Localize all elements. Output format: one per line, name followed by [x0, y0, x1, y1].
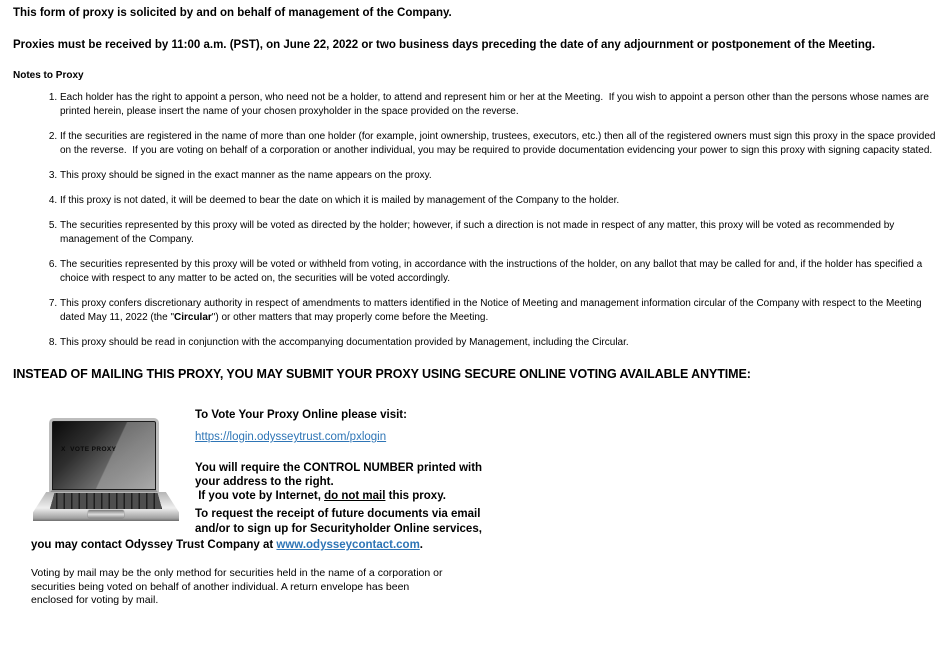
note-item-5: [60, 219, 938, 247]
note-item-7-text-post: ") or other matters that may properly come before the Meeting.: [211, 312, 489, 323]
vote-proxy-screen-label: X VOTE PROXY: [61, 446, 117, 453]
future-documents-line-2: and/or to sign up for Securityholder Online services,: [195, 523, 482, 535]
vote-online-instruction: To Vote Your Proxy Online please visit:: [195, 409, 407, 421]
odyssey-contact-link[interactable]: www.odysseycontact.com: [276, 539, 420, 551]
laptop-base: [33, 492, 179, 521]
online-voting-section: [13, 381, 938, 631]
note-item-1-text: Each holder has the right to appoint a person, who need not be a holder, to attend and represent him or her at the Meeting. If you wish to appoint a person other than the persons whose names are printed herein, please insert the name of your chosen proxyholder in the space provided on the reverse.: [60, 92, 932, 117]
notes-list: [13, 91, 938, 350]
laptop-screen: [49, 418, 159, 493]
online-voting-heading: INSTEAD OF MAILING THIS PROXY, YOU MAY SUBMIT YOUR PROXY USING SECURE ONLINE VOTING AVAILABLE ANYTIME:: [13, 367, 751, 381]
control-number-line-1: You will require the CONTROL NUMBER printed with: [195, 462, 483, 474]
note-item-2-text: If the securities are registered in the name of more than one holder (for example, joint ownership, trustees, executors, etc.) then all of the registered owners must sign this proxy in the space provided on the reverse. If you are voting on behalf of a corporation or another individual, you may be required to provide documentation evidencing your power to sign this proxy with signing capacity stated.: [60, 131, 939, 156]
proxy-deadline-statement: Proxies must be received by 11:00 a.m. (PST), on June 22, 2022 or two business days preceding the date of any adjournment or postponement of the Meeting.: [13, 39, 876, 51]
notes-to-proxy-heading: Notes to Proxy: [13, 70, 84, 81]
note-item-3: [60, 169, 938, 183]
voting-by-mail-line-2: securities being voted on behalf of another individual. A return envelope has been: [31, 580, 410, 593]
note-item-4-text: If this proxy is not dated, it will be deemed to bear the date on which it is mailed by management of the Company to the holder.: [60, 195, 620, 206]
odyssey-contact-pre: you may contact Odyssey Trust Company at: [31, 539, 277, 551]
voting-by-mail-note: [31, 567, 442, 608]
laptop-keyboard: [50, 493, 162, 509]
note-item-1: [60, 91, 938, 119]
note-item-8-text: This proxy should be read in conjunction with the accompanying documentation provided by Management, including the Circular.: [60, 337, 629, 348]
note-item-6: [60, 258, 938, 286]
proxy-login-link[interactable]: https://login.odysseytrust.com/pxlogin: [195, 431, 387, 443]
do-not-mail-pre: If you vote by Internet,: [195, 490, 325, 502]
odyssey-contact-post: .: [419, 539, 423, 551]
note-item-4: [60, 194, 938, 208]
voting-by-mail-line-1: Voting by mail may be the only method for securities held in the name of a corporation or: [31, 567, 443, 579]
laptop-touchpad: [88, 510, 124, 518]
future-documents-instruction: [195, 507, 482, 537]
control-number-instruction: [195, 461, 482, 503]
note-item-7-circular-term: Circular: [174, 312, 212, 323]
note-item-6-text: The securities represented by this proxy will be voted or withheld from voting, in accordance with the instructions of the holder, on any ballot that may be called for and, if the holder has specified a choice with respect to any matter to be acted on, the securities will be voted accordingly.: [60, 259, 925, 284]
do-not-mail-underlined: do not mail: [324, 490, 386, 502]
voting-by-mail-line-3: enclosed for voting by mail.: [31, 594, 159, 606]
proxy-login-link-row: [195, 431, 386, 443]
note-item-7-text-pre: This proxy confers discretionary authority in respect of amendments to matters identified in the Notice of Meeting and management information circular of the Company with respect to the Meeting dated May 11, 2022 (the ": [60, 298, 925, 323]
note-item-2: [60, 130, 938, 158]
note-item-7: [60, 297, 938, 325]
solicitation-statement: This form of proxy is solicited by and on behalf of management of the Company.: [13, 7, 452, 19]
note-item-3-text: This proxy should be signed in the exact manner as the name appears on the proxy.: [60, 170, 432, 181]
laptop-illustration: [33, 418, 179, 521]
control-number-line-2: your address to the right.: [195, 476, 334, 488]
note-item-8: [60, 336, 938, 350]
do-not-mail-post: this proxy.: [385, 490, 446, 502]
future-documents-line-1: To request the receipt of future documents via email: [195, 508, 481, 520]
note-item-5-text: The securities represented by this proxy will be voted as directed by the holder; however, if such a direction is not made in respect of any matter, this proxy will be voted as recommended by management of the Company.: [60, 220, 898, 245]
do-not-mail-line: [195, 489, 482, 503]
odyssey-contact-line: [31, 539, 423, 551]
